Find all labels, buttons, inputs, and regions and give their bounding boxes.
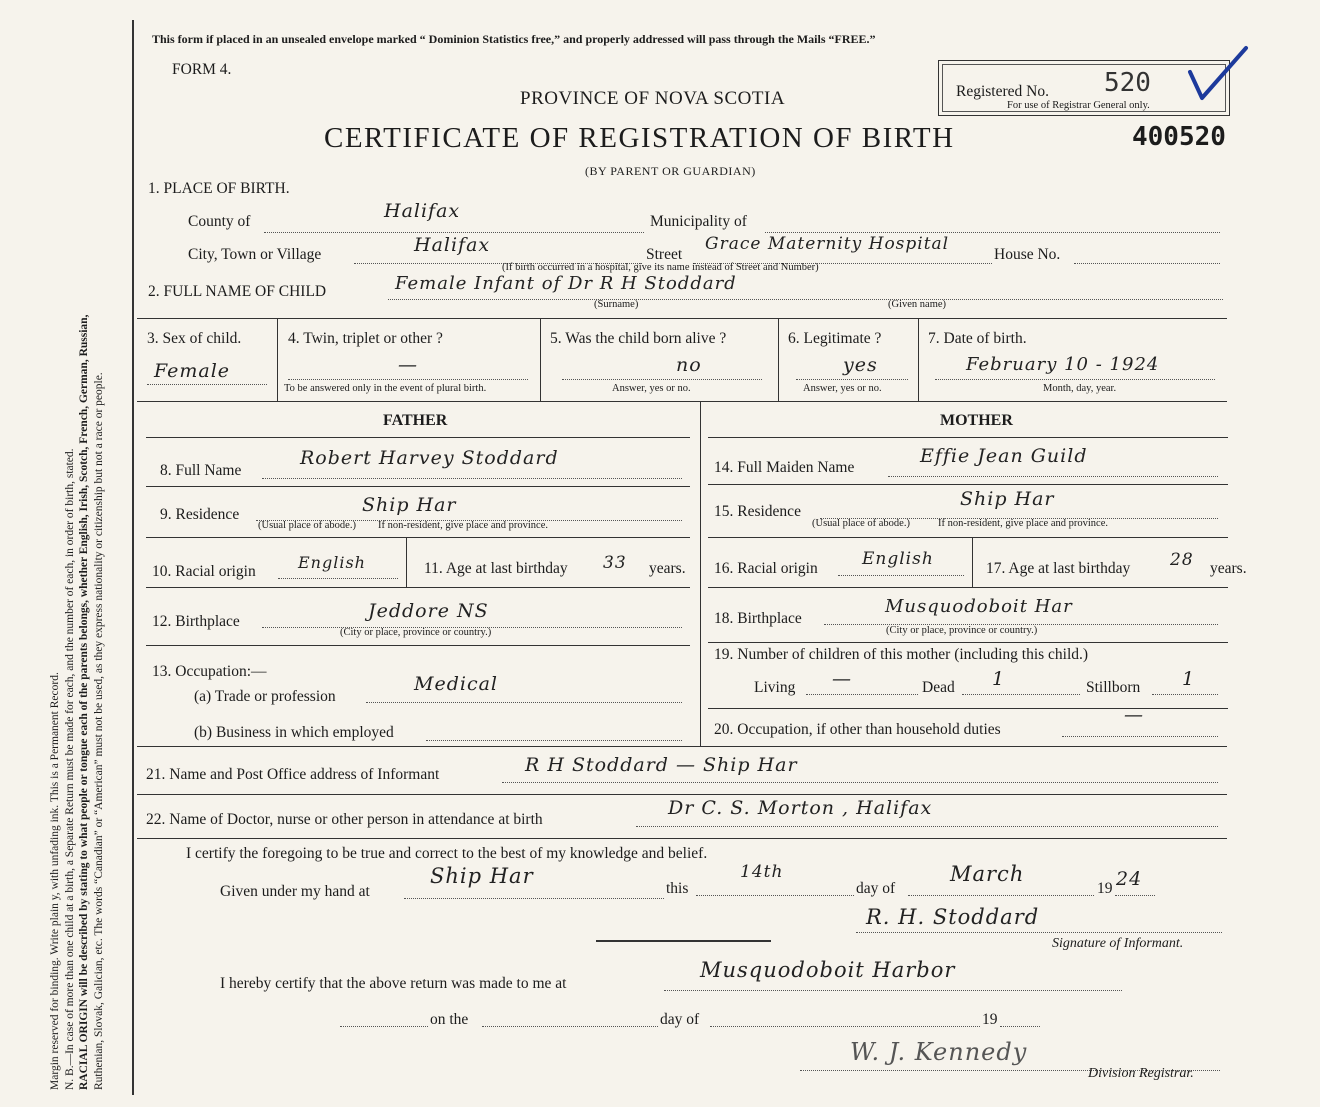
- father-age-value: 33: [603, 553, 627, 573]
- father-trade-label: (a) Trade or profession: [194, 688, 336, 705]
- day-value: 14th: [740, 862, 784, 882]
- registrar-use-note: For use of Registrar General only.: [1007, 100, 1150, 111]
- legitimate-note: Answer, yes or no.: [803, 383, 882, 394]
- father-occupation-label: 13. Occupation:—: [152, 663, 267, 680]
- form-number: FORM 4.: [172, 61, 232, 78]
- mother-name-value: Effie Jean Guild: [920, 445, 1088, 467]
- father-residence-label: 9. Residence: [160, 506, 240, 523]
- certification-statement: I certify the foregoing to be true and correct to the best of my knowledge and belief.: [186, 845, 708, 862]
- father-birthplace-label: 12. Birthplace: [152, 613, 240, 630]
- father-age-label: 11. Age at last birthday: [424, 560, 568, 577]
- street-value: Grace Maternity Hospital: [705, 234, 950, 254]
- mother-heading: MOTHER: [940, 412, 1013, 429]
- child-name-value: Female Infant of Dr R H Stoddard: [395, 273, 737, 294]
- dead-label: Dead: [922, 679, 955, 696]
- given-place-value: Ship Har: [430, 864, 534, 888]
- living-label: Living: [754, 679, 796, 696]
- on-the-label: on the: [430, 1011, 469, 1028]
- twin-note: To be answered only in the event of plural birth.: [284, 383, 487, 394]
- legitimate-label: 6. Legitimate ?: [788, 330, 882, 347]
- registrar-statement: I hereby certify that the above return was made to me at: [220, 975, 567, 992]
- mother-birthplace-value: Musquodoboit Har: [885, 596, 1073, 617]
- father-nonresident-note: If non-resident, give place and province.: [378, 520, 548, 531]
- father-name-label: 8. Full Name: [160, 462, 242, 479]
- born-alive-note: Answer, yes or no.: [612, 383, 691, 394]
- certificate-subtitle: (BY PARENT OR GUARDIAN): [585, 164, 756, 178]
- father-abode-note: (Usual place of abode.): [258, 520, 356, 531]
- born-alive-label: 5. Was the child born alive ?: [550, 330, 727, 347]
- legitimate-value: yes: [843, 354, 878, 376]
- mother-age-value: 28: [1170, 550, 1194, 570]
- given-name-caption: (Given name): [888, 299, 947, 310]
- margin-note-2: N. B.—In case of more than one child at a birth, a Separate Return must be made for each, and the number of each, in order of birth, stated.: [63, 448, 76, 1090]
- county-value: Halifax: [384, 200, 461, 222]
- registered-number: 520: [1104, 68, 1151, 98]
- child-name-label: 2. FULL NAME OF CHILD: [148, 283, 327, 300]
- certificate-title: CERTIFICATE OF REGISTRATION OF BIRTH: [324, 122, 955, 154]
- father-birthplace-note: (City or place, province or country.): [340, 627, 492, 638]
- registrar-year-label: 19: [982, 1011, 998, 1028]
- mail-notice: This form if placed in an unsealed envelope marked “ Dominion Statistics free,” and properly addressed will pass through the Mails “FREE.”: [152, 32, 876, 46]
- sex-value: Female: [154, 360, 231, 382]
- hospital-note: (If birth occurred in a hospital, give its name instead of Street and Number): [502, 262, 819, 273]
- mother-age-label: 17. Age at last birthday: [986, 560, 1131, 577]
- margin-notes: [48, 10, 106, 1090]
- given-under-hand-label: Given under my hand at: [220, 883, 370, 900]
- surname-caption: (Surname): [594, 299, 639, 310]
- mother-birthplace-label: 18. Birthplace: [714, 610, 802, 627]
- father-residence-value: Ship Har: [362, 494, 457, 516]
- mother-racial-label: 16. Racial origin: [714, 560, 818, 577]
- mother-birthplace-note: (City or place, province or country.): [886, 625, 1038, 636]
- registered-label: Registered No.: [956, 83, 1049, 100]
- father-years-label: years.: [649, 560, 686, 577]
- registrar-signature: W. J. Kennedy: [850, 1038, 1028, 1066]
- doctor-value: Dr C. S. Morton , Halifax: [668, 797, 933, 819]
- father-heading: FATHER: [383, 412, 448, 429]
- informant-label: 21. Name and Post Office address of Informant: [146, 766, 440, 783]
- this-label: this: [666, 880, 689, 897]
- file-number: 400520: [1132, 122, 1226, 152]
- month-value: March: [950, 862, 1025, 886]
- mother-abode-note: (Usual place of abode.): [812, 518, 910, 529]
- mother-years-label: years.: [1210, 560, 1247, 577]
- father-trade-value: Medical: [414, 673, 498, 695]
- registrar-signature-label: Division Registrar.: [1088, 1066, 1194, 1081]
- margin-note-1: Margin reserved for binding. Write plain y, with unfading ink. This is a Permanent Record.: [49, 672, 61, 1090]
- margin-note-4: Ruthenian, Slovak, Galician, etc. The words “Canadian” or “American” must not be used, as they express nationality or citizenship but not a race or people.: [92, 372, 105, 1090]
- sex-label: 3. Sex of child.: [147, 330, 242, 347]
- born-alive-value: no: [676, 354, 702, 376]
- informant-value: R H Stoddard — Ship Har: [525, 754, 798, 776]
- year-value: 24: [1116, 868, 1143, 890]
- mother-name-label: 14. Full Maiden Name: [714, 459, 855, 476]
- stillborn-label: Stillborn: [1086, 679, 1141, 696]
- father-racial-value: English: [298, 553, 366, 572]
- mother-nonresident-note: If non-resident, give place and province.: [938, 518, 1108, 529]
- dead-value: 1: [992, 668, 1006, 690]
- mother-occupation-value: —: [1124, 704, 1144, 726]
- dob-value: February 10 - 1924: [966, 354, 1160, 375]
- mother-residence-label: 15. Residence: [714, 503, 801, 520]
- father-name-value: Robert Harvey Stoddard: [300, 447, 559, 469]
- father-business-label: (b) Business in which employed: [194, 724, 394, 741]
- house-number-label: House No.: [994, 246, 1061, 263]
- county-label: County of: [188, 213, 251, 230]
- city-value: Halifax: [414, 234, 491, 256]
- informant-signature: R. H. Stoddard: [866, 905, 1040, 929]
- father-racial-label: 10. Racial origin: [152, 563, 256, 580]
- father-birthplace-value: Jeddore NS: [368, 600, 489, 622]
- twin-label: 4. Twin, triplet or other ?: [288, 330, 443, 347]
- mother-occupation-label: 20. Occupation, if other than household duties: [714, 721, 1001, 738]
- margin-note-3: RACIAL ORIGIN will be described by stating to what people or tongue each of the parents belongs, whether English, Irish, Scotch, French, German, Russian,: [78, 314, 90, 1090]
- check-mark-icon: [1180, 42, 1250, 104]
- doctor-label: 22. Name of Doctor, nurse or other person in attendance at birth: [146, 811, 543, 828]
- informant-signature-label: Signature of Informant.: [1052, 936, 1184, 951]
- registrar-day-of-label: day of: [660, 1011, 700, 1028]
- day-of-label: day of: [856, 880, 896, 897]
- dob-label: 7. Date of birth.: [928, 330, 1027, 347]
- province-heading: PROVINCE OF NOVA SCOTIA: [520, 88, 786, 109]
- dob-note: Month, day, year.: [1043, 383, 1117, 394]
- stillborn-value: 1: [1182, 668, 1196, 690]
- place-of-birth-heading: 1. PLACE OF BIRTH.: [148, 180, 290, 197]
- street-label: Street: [646, 246, 683, 263]
- mother-racial-value: English: [862, 549, 934, 569]
- twin-value: —: [398, 354, 418, 376]
- living-value: —: [832, 668, 852, 690]
- registrar-place-value: Musquodoboit Harbor: [700, 958, 956, 982]
- mother-children-label: 19. Number of children of this mother (including this child.): [714, 646, 1089, 663]
- mother-residence-value: Ship Har: [960, 488, 1055, 510]
- year-prefix: 19: [1097, 880, 1113, 897]
- city-label: City, Town or Village: [188, 246, 322, 263]
- municipality-label: Municipality of: [650, 213, 747, 230]
